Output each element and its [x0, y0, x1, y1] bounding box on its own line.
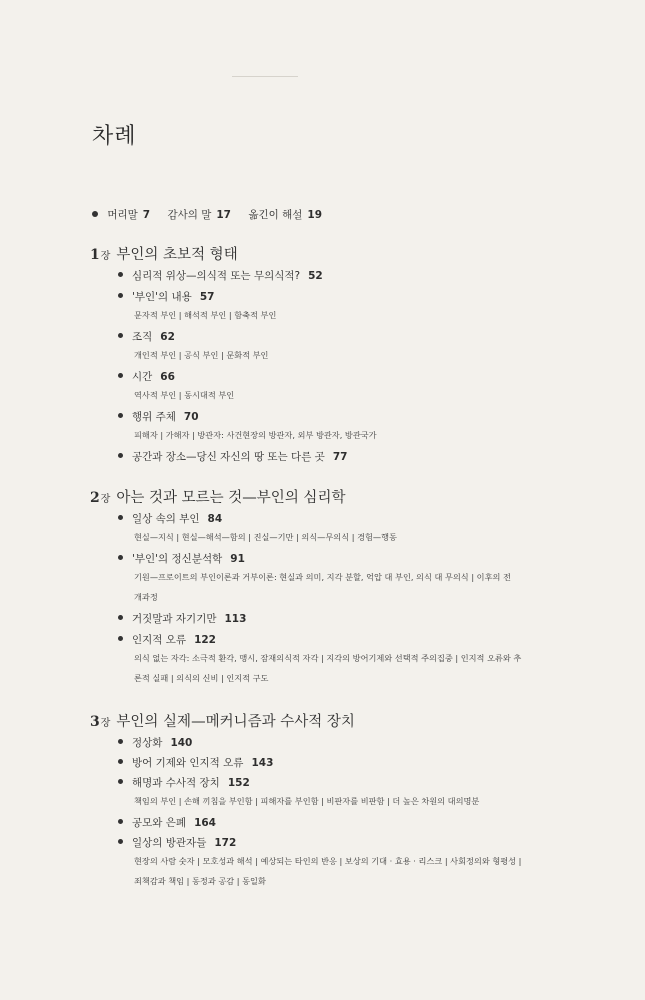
bullet-dot: [118, 293, 123, 298]
entry-label: '부인'의 내용: [132, 291, 192, 303]
front-item-page: 19: [307, 209, 323, 221]
entry-page: 62: [160, 331, 175, 343]
chapter-suffix: 장: [100, 494, 111, 505]
front-item-label: 머리말: [107, 209, 138, 221]
chapter-number: 2: [90, 490, 100, 506]
entry-label: 시간: [132, 371, 153, 383]
bullet-dot: [118, 515, 123, 520]
entry-subtopics: 현장의 사람 숫자 | 모호성과 해석 | 예상되는 타인의 반응 | 보상의 기대 · 효용 · 리스크 | 사회정의와 형평성 |: [134, 856, 522, 866]
entry-subtopics: 피해자 | 가해자 | 방관자: 사건현장의 방관자, 외부 방관자, 방관국가: [134, 430, 377, 440]
chapter-heading: [90, 243, 238, 264]
toc-entry: [118, 835, 236, 850]
front-item-page: 17: [216, 209, 231, 221]
entry-subtopics: 현실—지식 | 현실—해석—함의 | 진실—기만 | 의식—무의식 | 경험—행동: [134, 532, 397, 542]
chapter-number: 1: [90, 247, 100, 263]
bullet-dot: [118, 413, 123, 418]
toc-entry: [118, 449, 347, 464]
entry-page: 66: [160, 371, 175, 383]
entry-page: 84: [207, 513, 223, 525]
front-matter-line: [92, 207, 336, 222]
entry-label: 행위 주체: [132, 411, 176, 423]
entry-page: 122: [194, 634, 216, 646]
bullet-dot: [118, 272, 123, 277]
toc-entry: [118, 369, 175, 384]
entry-label: 일상의 방관자들: [132, 837, 207, 849]
toc-entry: [118, 329, 175, 344]
toc-entry: [118, 775, 250, 790]
bullet-dot: [118, 819, 123, 824]
entry-label: 정상화: [132, 737, 163, 749]
entry-subtopics: 문자적 부인 | 해석적 부인 | 함축적 부인: [134, 310, 277, 320]
toc-entry: [118, 551, 245, 566]
entry-subtopics: 죄책감과 책임 | 동정과 공감 | 동일화: [134, 876, 266, 886]
entry-label: 조직: [132, 331, 153, 343]
bullet-dot: [118, 333, 123, 338]
entry-page: 91: [230, 553, 245, 565]
entry-label: 인지적 오류: [132, 634, 187, 646]
toc-entry: [118, 511, 222, 526]
entry-subtopics: 의식 없는 자각: 소극적 환각, 맹시, 잠재의식적 자각 | 지각의 방어기제와 선택적 주의집중 | 인지적 오류와 추: [134, 653, 522, 663]
entry-label: 해명과 수사적 장치: [132, 777, 220, 789]
entry-subtopics: 개과정: [134, 592, 158, 602]
toc-entry: [118, 735, 192, 750]
chapter-title: 부인의 초보적 형태: [116, 247, 238, 263]
chapter-heading: [90, 486, 345, 507]
toc-entry: [118, 409, 199, 424]
entry-page: 52: [308, 270, 323, 282]
entry-label: 공간과 장소—당신 자신의 땅 또는 다른 곳: [132, 451, 325, 463]
entry-page: 77: [332, 451, 348, 463]
entry-label: 방어 기제와 인지적 오류: [132, 757, 244, 769]
bullet-dot: [118, 759, 123, 764]
entry-page: 70: [183, 411, 199, 423]
front-item-label: 감사의 말: [167, 209, 212, 221]
chapter-heading: [90, 710, 355, 731]
bullet-dot: [118, 453, 123, 458]
entry-label: 공모와 은폐: [132, 817, 187, 829]
toc-entry: [118, 632, 216, 647]
bullet-dot: [118, 739, 123, 744]
entry-label: 거짓말과 자기기만: [132, 613, 217, 625]
chapter-number: 3: [90, 714, 100, 730]
entry-subtopics: 론적 실패 | 의식의 신비 | 인지적 구도: [134, 673, 269, 683]
toc-entry: [118, 611, 246, 626]
entry-page: 113: [224, 613, 247, 625]
entry-label: '부인'의 정신분석학: [132, 553, 223, 565]
bullet-dot: [118, 839, 123, 844]
chapter-title: 아는 것과 모르는 것—부인의 심리학: [116, 490, 346, 506]
toc-entry: [118, 755, 273, 770]
chapter-title: 부인의 실제—메커니즘과 수사적 장치: [116, 714, 355, 730]
entry-page: 140: [170, 737, 193, 749]
bullet-dot: [118, 779, 123, 784]
front-item-page: 7: [142, 209, 151, 221]
entry-page: 164: [194, 817, 216, 829]
page-top-rule: [232, 76, 298, 77]
entry-subtopics: 책임의 부인 | 손해 끼침을 부인함 | 피해자를 부인함 | 비판자를 비판함 | 더 높은 차원의 대의명분: [134, 796, 480, 806]
bullet-dot: [118, 555, 123, 560]
chapter-suffix: 장: [100, 251, 111, 262]
entry-label: 심리적 위상—의식적 또는 무의식적?: [132, 270, 301, 282]
bullet-dot: [92, 211, 98, 217]
page-title: 차례: [92, 124, 137, 149]
entry-page: 172: [214, 837, 237, 849]
toc-entry: [118, 268, 323, 283]
bullet-dot: [118, 615, 123, 620]
front-item-label: 옮긴이 해설: [248, 209, 303, 221]
entry-subtopics: 기원—프로이트의 부인이론과 거부이론: 현실과 의미, 지각 분할, 억압 대 부인, 의식 대 무의식 | 이후의 전: [134, 572, 511, 582]
entry-page: 152: [227, 777, 250, 789]
bullet-dot: [118, 636, 123, 641]
entry-page: 143: [251, 757, 274, 769]
entry-subtopics: 역사적 부인 | 동시대적 부인: [134, 390, 235, 400]
entry-page: 57: [199, 291, 215, 303]
toc-entry: [118, 815, 216, 830]
entry-label: 일상 속의 부인: [132, 513, 200, 525]
toc-entry: [118, 289, 214, 304]
entry-subtopics: 개인적 부인 | 공식 부인 | 문화적 부인: [134, 350, 269, 360]
bullet-dot: [118, 373, 123, 378]
chapter-suffix: 장: [100, 718, 111, 729]
